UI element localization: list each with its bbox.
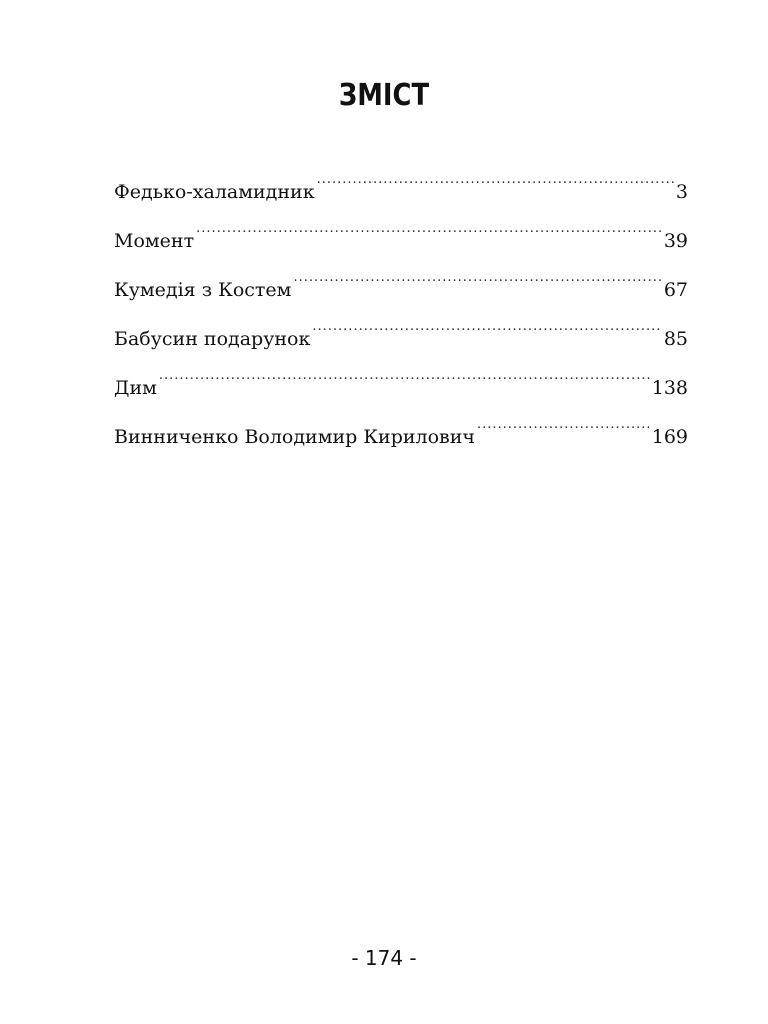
toc-entry-kumediia[interactable] [114,270,688,319]
dot-leader [293,277,661,296]
dot-leader [312,326,661,345]
dot-leader [196,228,662,247]
toc-entry-dym[interactable] [114,368,688,417]
toc-entry-page: 39 [663,230,688,252]
toc-entry-page: 169 [651,426,688,448]
page-number: - 174 - [351,946,417,970]
toc-entry-title: Бабусин подарунок [114,328,311,350]
toc-entry-title: Федько-халамидник [114,181,315,203]
toc-entry-page: 67 [663,279,688,301]
toc-entry-page: 3 [675,181,688,203]
toc-entry-title: Дим [114,377,157,399]
dot-leader [159,375,650,394]
toc-entry-fedko[interactable] [114,172,688,221]
page-title: ЗМІСТ [338,78,430,113]
toc-entry-moment[interactable] [114,221,688,270]
toc-entry-babusyn[interactable] [114,319,688,368]
toc-entry-page: 138 [651,377,688,399]
dot-leader [477,424,650,443]
toc-entry-title: Винниченко Володимир Кирилович [114,426,475,448]
toc-entry-title: Кумедія з Костем [114,279,292,301]
toc-entry-title: Момент [114,230,195,252]
dot-leader [317,179,674,198]
toc-entry-page: 85 [663,328,688,350]
table-of-contents [114,172,688,466]
toc-entry-vynnychenko[interactable] [114,417,688,466]
